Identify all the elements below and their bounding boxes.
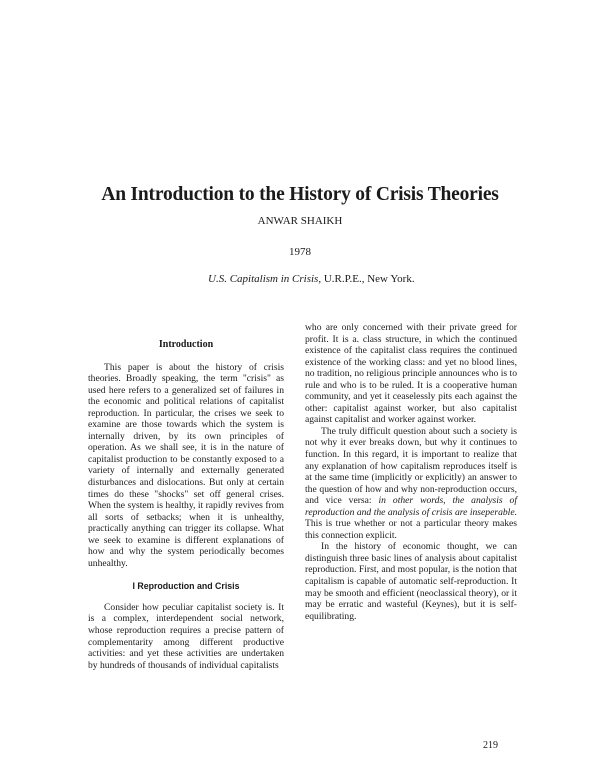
section-heading: I Reproduction and Crisis [132,581,240,592]
section-paragraph: Consider how peculiar capitalist society is. It is a complex, interdependent social network, whose reproduction requires a precise pattern of complementarity among different productive activities: and yet these activities are undertaken by hundreds of thousands of individual capitalists [88,601,284,671]
paragraph-two-start: The truly difficult question about such a society is not why it ever breaks down, but why it continues to function. In this regard, it is important to realize that any explanation of how capitalism reproduces itself is at the same time (implicitly or explicitly) an answer to the question of how and why non-reproduction occurs, and vice versa: [305,425,517,507]
paragraph-two-italic: in other words, the analysis of reproduction and the analysis of crisis are inseperable. [305,495,517,518]
source-publisher: , U.R.P.E., New York. [318,273,415,285]
paragraph-two [305,426,517,541]
paper-title: An Introduction to the History of Crisis Theories [101,184,499,205]
author-name: ANWAR SHAIKH [257,215,343,227]
introduction-heading: Introduction [158,339,214,350]
intro-paragraph: This paper is about the history of crisis theories. Broadly speaking, the term "crisis" as used here refers to a generalized set of failures in the economic and political relations of capitalist reproduction. In particular, the crises we seek to examine are those towards which the system is internally driven, by its own principles of operation. As we shall see, it is in the nature of capitalist production to be constantly exposed to a variety of internally and externally generated disturbances and dislocations. But only at certain times do these "shocks" set off general crises. When the system is healthy, it rapidly revives from all sorts of setbacks; when it is unhealthy, practically anything can trigger its collapse. What we seek to examine is different explanations of how and why the system periodically becomes unhealthy. [88,361,284,569]
paragraph-two-end: This is true whether or not a particular theory makes this connection explicit. [305,518,517,541]
right-column [305,322,517,622]
paragraph-three: In the history of economic thought, we can distinguish three basic lines of analysis about capitalist reproduction. First, and most popular, is the notion that capitalism is capable of automatic self-reproduction. It may be smooth and efficient (neoclassical theory), or it may be erratic and wasteful (Keynes), but it is self-equilibrating. [305,541,517,622]
continuation-paragraph: who are only concerned with their private greed for profit. It is a. class structure, in which the continued existence of the capitalist class requires the continued existence of the working class: and yet no blood lines, no tradition, no religious principle announces who is to rule and who is to be ruled. It is a cooperative human community, and yet it ceaselessly pits each against the other: capitalist against worker, but also capitalist against capitalist and worker against worker. [305,322,517,426]
publication-year: 1978 [289,246,311,258]
source-book-title: U.S. Capitalism in Crisis [208,273,319,285]
left-column [88,339,284,671]
source-citation [208,273,415,285]
page-number: 219 [483,740,498,751]
